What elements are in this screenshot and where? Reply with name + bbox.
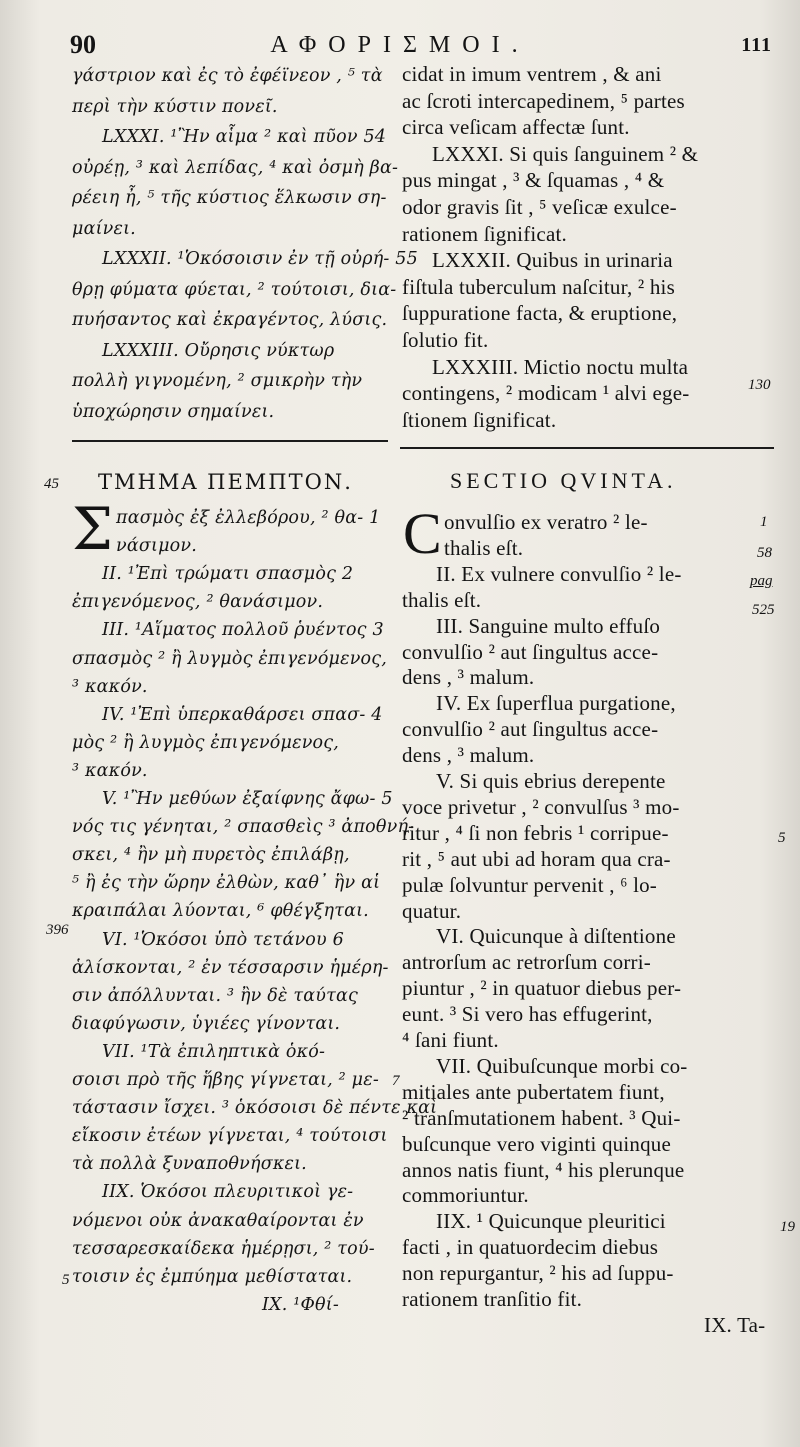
margin-note: 5 xyxy=(62,1272,70,1288)
text-line: σιν ἀπόλλυνται. ³ ἢν δὲ ταύτας xyxy=(72,985,358,1006)
text-line: V. ¹Ἢν μεθύων ἐξαίφνης ἄφω- 5 xyxy=(102,789,393,809)
text-line: νός τις γένηται, ² σπασθεὶς ³ ἀποθνή- xyxy=(72,817,415,838)
text-line: cidat in imum ventrem , & ani xyxy=(402,62,662,86)
text-line: ³ κακόν. xyxy=(72,676,148,697)
text-line: VI. Quicunque à diſtentione xyxy=(436,924,676,949)
margin-note: 130 xyxy=(748,377,771,393)
text-line: IV. Ex ſuperflua purgatione, xyxy=(436,691,676,716)
text-line: ac ſcroti intercapedinem, ⁵ partes xyxy=(402,88,685,113)
text-line: voce privetur , ² convulſus ³ mo- xyxy=(402,794,680,819)
text-line: νάσιμον. xyxy=(116,536,197,557)
text-line: ſolutio fit. xyxy=(402,328,489,352)
text-line: non repurgantur, ² his ad ſuppu- xyxy=(402,1261,674,1286)
text-line: quatur. xyxy=(402,898,462,923)
text-line: πυήσαντος καὶ ἐκραγέντος, λύσις. xyxy=(72,310,388,330)
text-line: κραιπάλαι λύονται, ⁶ φθέγξηται. xyxy=(72,901,369,922)
text-line: IIX. ¹ Quicunque pleuritici xyxy=(436,1209,666,1234)
text-line: piuntur , ² in quatuor diebus per- xyxy=(402,976,682,1001)
latin-dropcap: C xyxy=(403,501,442,566)
text-line: LXXXII. Quibus in urinaria xyxy=(432,248,673,273)
text-line: LXXXIII. Οὔρησις νύκτωρ xyxy=(102,340,335,361)
text-line: εἴκοσιν ἐτέων γίγνεται, ⁴ τούτοισι xyxy=(72,1126,388,1147)
text-line: γάστριον καὶ ἐς τὸ ἐφέϊνεον , ⁵ τὰ xyxy=(72,66,383,86)
text-line: τεσσαρεσκαίδεκα ἡμέρῃσι, ² τού- xyxy=(72,1238,375,1259)
margin-note: 525 xyxy=(752,602,775,618)
text-line: ὑποχώρησιν σημαίνει. xyxy=(72,401,275,422)
text-line: ⁵ ἢ ἐς τὴν ὥρην ἐλθὼν, καθ᾽ ἣν αἱ xyxy=(72,873,381,894)
text-line: III. ¹Αἵματος πολλοῦ ῥυέντος 3 xyxy=(102,620,384,641)
text-line: πολλὴ γιγνομένη, ² σμικρὴν τὴν xyxy=(72,371,363,391)
text-line: LXXXII. ¹Ὁκόσοισιν ἐν τῇ οὐρή- 55 xyxy=(102,249,418,269)
text-line: τοισιν ἐς ἐμπύημα μεθίσταται. xyxy=(72,1266,353,1287)
text-line: τάστασιν ἴσχει. ³ ὁκόσοισι δὲ πέντε καὶ xyxy=(72,1098,438,1119)
text-line: IX. Ta- xyxy=(704,1312,766,1337)
margin-note: 1 xyxy=(760,514,768,530)
text-line: pulæ ſolvuntur pervenit , ⁶ lo- xyxy=(402,872,657,897)
text-line: ἁλίσκονται, ² ἐν τέσσαρσιν ἡμέρη- xyxy=(72,957,389,978)
text-line: circa veſicam affectæ ſunt. xyxy=(402,115,630,140)
margin-note: 19 xyxy=(780,1219,795,1235)
text-line: facti , in quatuordecim diebus xyxy=(402,1235,659,1260)
left-page-number: 90 xyxy=(70,30,96,59)
text-line: buſcunque vero viginti quinque xyxy=(402,1131,672,1156)
margin-note: 5 xyxy=(778,830,786,846)
text-line: onvulſio ex veratro ² le- xyxy=(444,510,648,534)
text-line: antrorſum ac retrorſum corri- xyxy=(402,950,651,975)
text-line: ſtionem ſignificat. xyxy=(402,407,557,432)
text-line: commoriuntur. xyxy=(402,1183,529,1208)
text-line: ³ κακόν. xyxy=(72,760,148,781)
text-line: VII. Quibuſcunque morbi co- xyxy=(436,1053,688,1078)
text-line: convulſio ² aut ſingultus acce- xyxy=(402,717,659,742)
margin-note: pag xyxy=(750,573,773,589)
text-line: LXXXI. Si quis ſanguinem ² & xyxy=(432,141,699,166)
greek-dropcap: Σ xyxy=(72,495,114,563)
margin-note: 45 xyxy=(44,476,59,492)
text-line: II. Ex vulnere convulſio ² le- xyxy=(436,561,682,586)
text-line: IIX. Ὁκόσοι πλευριτικοὶ γε- xyxy=(102,1182,354,1203)
text-line: τὰ πολλὰ ξυναποθνήσκει. xyxy=(72,1154,307,1175)
text-line: ² tranſmutationem habent. ³ Qui- xyxy=(402,1105,681,1130)
text-line: thalis eſt. xyxy=(444,535,524,560)
greek-section-title: ΤΜΗΜΑ ΠΕΜΠΤΟΝ. xyxy=(98,470,353,494)
text-line: VI. ¹Ὁκόσοι ὑπὸ τετάνου 6 xyxy=(102,929,344,950)
text-line: ⁴ ſani fiunt. xyxy=(402,1028,499,1052)
text-line: III. Sanguine multo effuſo xyxy=(436,613,661,638)
text-line: σοισι πρὸ τῆς ἥβης γίγνεται, ² με- xyxy=(72,1070,379,1090)
margin-note: 396 xyxy=(46,922,69,938)
text-line: annos natis fiunt, ⁴ his plerunque xyxy=(402,1157,685,1182)
text-line: θρῃ φύματα φύεται, ² τούτοισι, δια- xyxy=(72,279,397,300)
right-page-number: 111 xyxy=(741,34,772,56)
text-line: II. ¹Ἐπὶ τρώματι σπασμὸς 2 xyxy=(102,564,354,585)
text-line: IV. ¹Ἐπὶ ὑπερκαθάρσει σπασ- 4 xyxy=(102,704,383,725)
text-line: contingens, ² modicam ¹ alvi ege- xyxy=(402,381,690,406)
text-line: περὶ τὴν κύστιν πονεῖ. xyxy=(72,96,278,117)
margin-note: 7 xyxy=(392,1073,400,1089)
text-line: IX. ¹Φθί- xyxy=(262,1294,339,1315)
text-line: dens , ³ malum. xyxy=(402,665,535,690)
text-line: οὐρέῃ, ³ καὶ λεπίδας, ⁴ καὶ ὀσμὴ βα- xyxy=(72,157,399,178)
latin-section-title: SECTIO QVINTA. xyxy=(450,468,677,493)
text-line: νόμενοι οὐκ ἀνακαθαίρονται ἐν xyxy=(72,1210,364,1231)
text-line: LXXXI. ¹Ἢν αἷμα ² καὶ πῦον 54 xyxy=(102,127,387,147)
text-line: σκει, ⁴ ἢν μὴ πυρετὸς ἐπιλάβῃ, xyxy=(72,845,350,866)
text-line: μὸς ² ἢ λυγμὸς ἐπιγενόμενος, xyxy=(72,732,340,753)
text-line: VII. ¹Τὰ ἐπιληπτικὰ ὁκό- xyxy=(102,1041,326,1062)
text-line: πασμὸς ἐξ ἐλλεβόρου, ² θα- 1 xyxy=(116,508,381,528)
text-line: ἐπιγενόμενος, ² θανάσιμον. xyxy=(72,592,324,613)
text-line: διαφύγωσιν, ὑγιέες γίνονται. xyxy=(72,1013,341,1034)
text-line: odor gravis ſit , ⁵ veſicæ exulce- xyxy=(402,195,677,219)
text-line: rit , ⁵ aut ubi ad horam qua cra- xyxy=(402,846,671,871)
text-line: μαίνει. xyxy=(72,218,136,239)
text-line: V. Si quis ebrius derepente xyxy=(436,769,666,793)
text-line: rationem ſignificat. xyxy=(402,221,567,246)
section-rule-right xyxy=(400,447,774,449)
margin-note: 58 xyxy=(757,545,772,561)
text-line: ſuppuratione facta, & eruptione, xyxy=(402,301,678,326)
text-line: LXXXIII. Mictio noctu multa xyxy=(432,354,689,379)
text-line: fiſtula tuberculum naſcitur, ² his xyxy=(402,274,675,299)
section-rule-left xyxy=(72,440,388,442)
running-title: ΑΦΟΡΙΣΜΟΙ. xyxy=(270,32,530,58)
text-line: pus mingat , ³ & ſquamas , ⁴ & xyxy=(402,168,665,193)
text-line: ritur , ⁴ ſi non febris ¹ corripue- xyxy=(402,820,669,845)
running-head xyxy=(0,30,800,70)
text-line: convulſio ² aut ſingultus acce- xyxy=(402,639,659,664)
text-line: ρέειη ἦ, ⁵ τῆς κύστιος ἕλκωσιν ση- xyxy=(72,188,387,208)
text-line: rationem tranſitio fit. xyxy=(402,1287,583,1311)
text-line: eunt. ³ Si vero has effugerint, xyxy=(402,1002,653,1027)
text-line: σπασμὸς ² ἢ λυγμὸς ἐπιγενόμενος, xyxy=(72,648,388,669)
text-line: thalis eſt. xyxy=(402,587,482,612)
text-line: dens , ³ malum. xyxy=(402,743,535,768)
text-line: mitiales ante pubertatem fiunt, xyxy=(402,1079,665,1104)
